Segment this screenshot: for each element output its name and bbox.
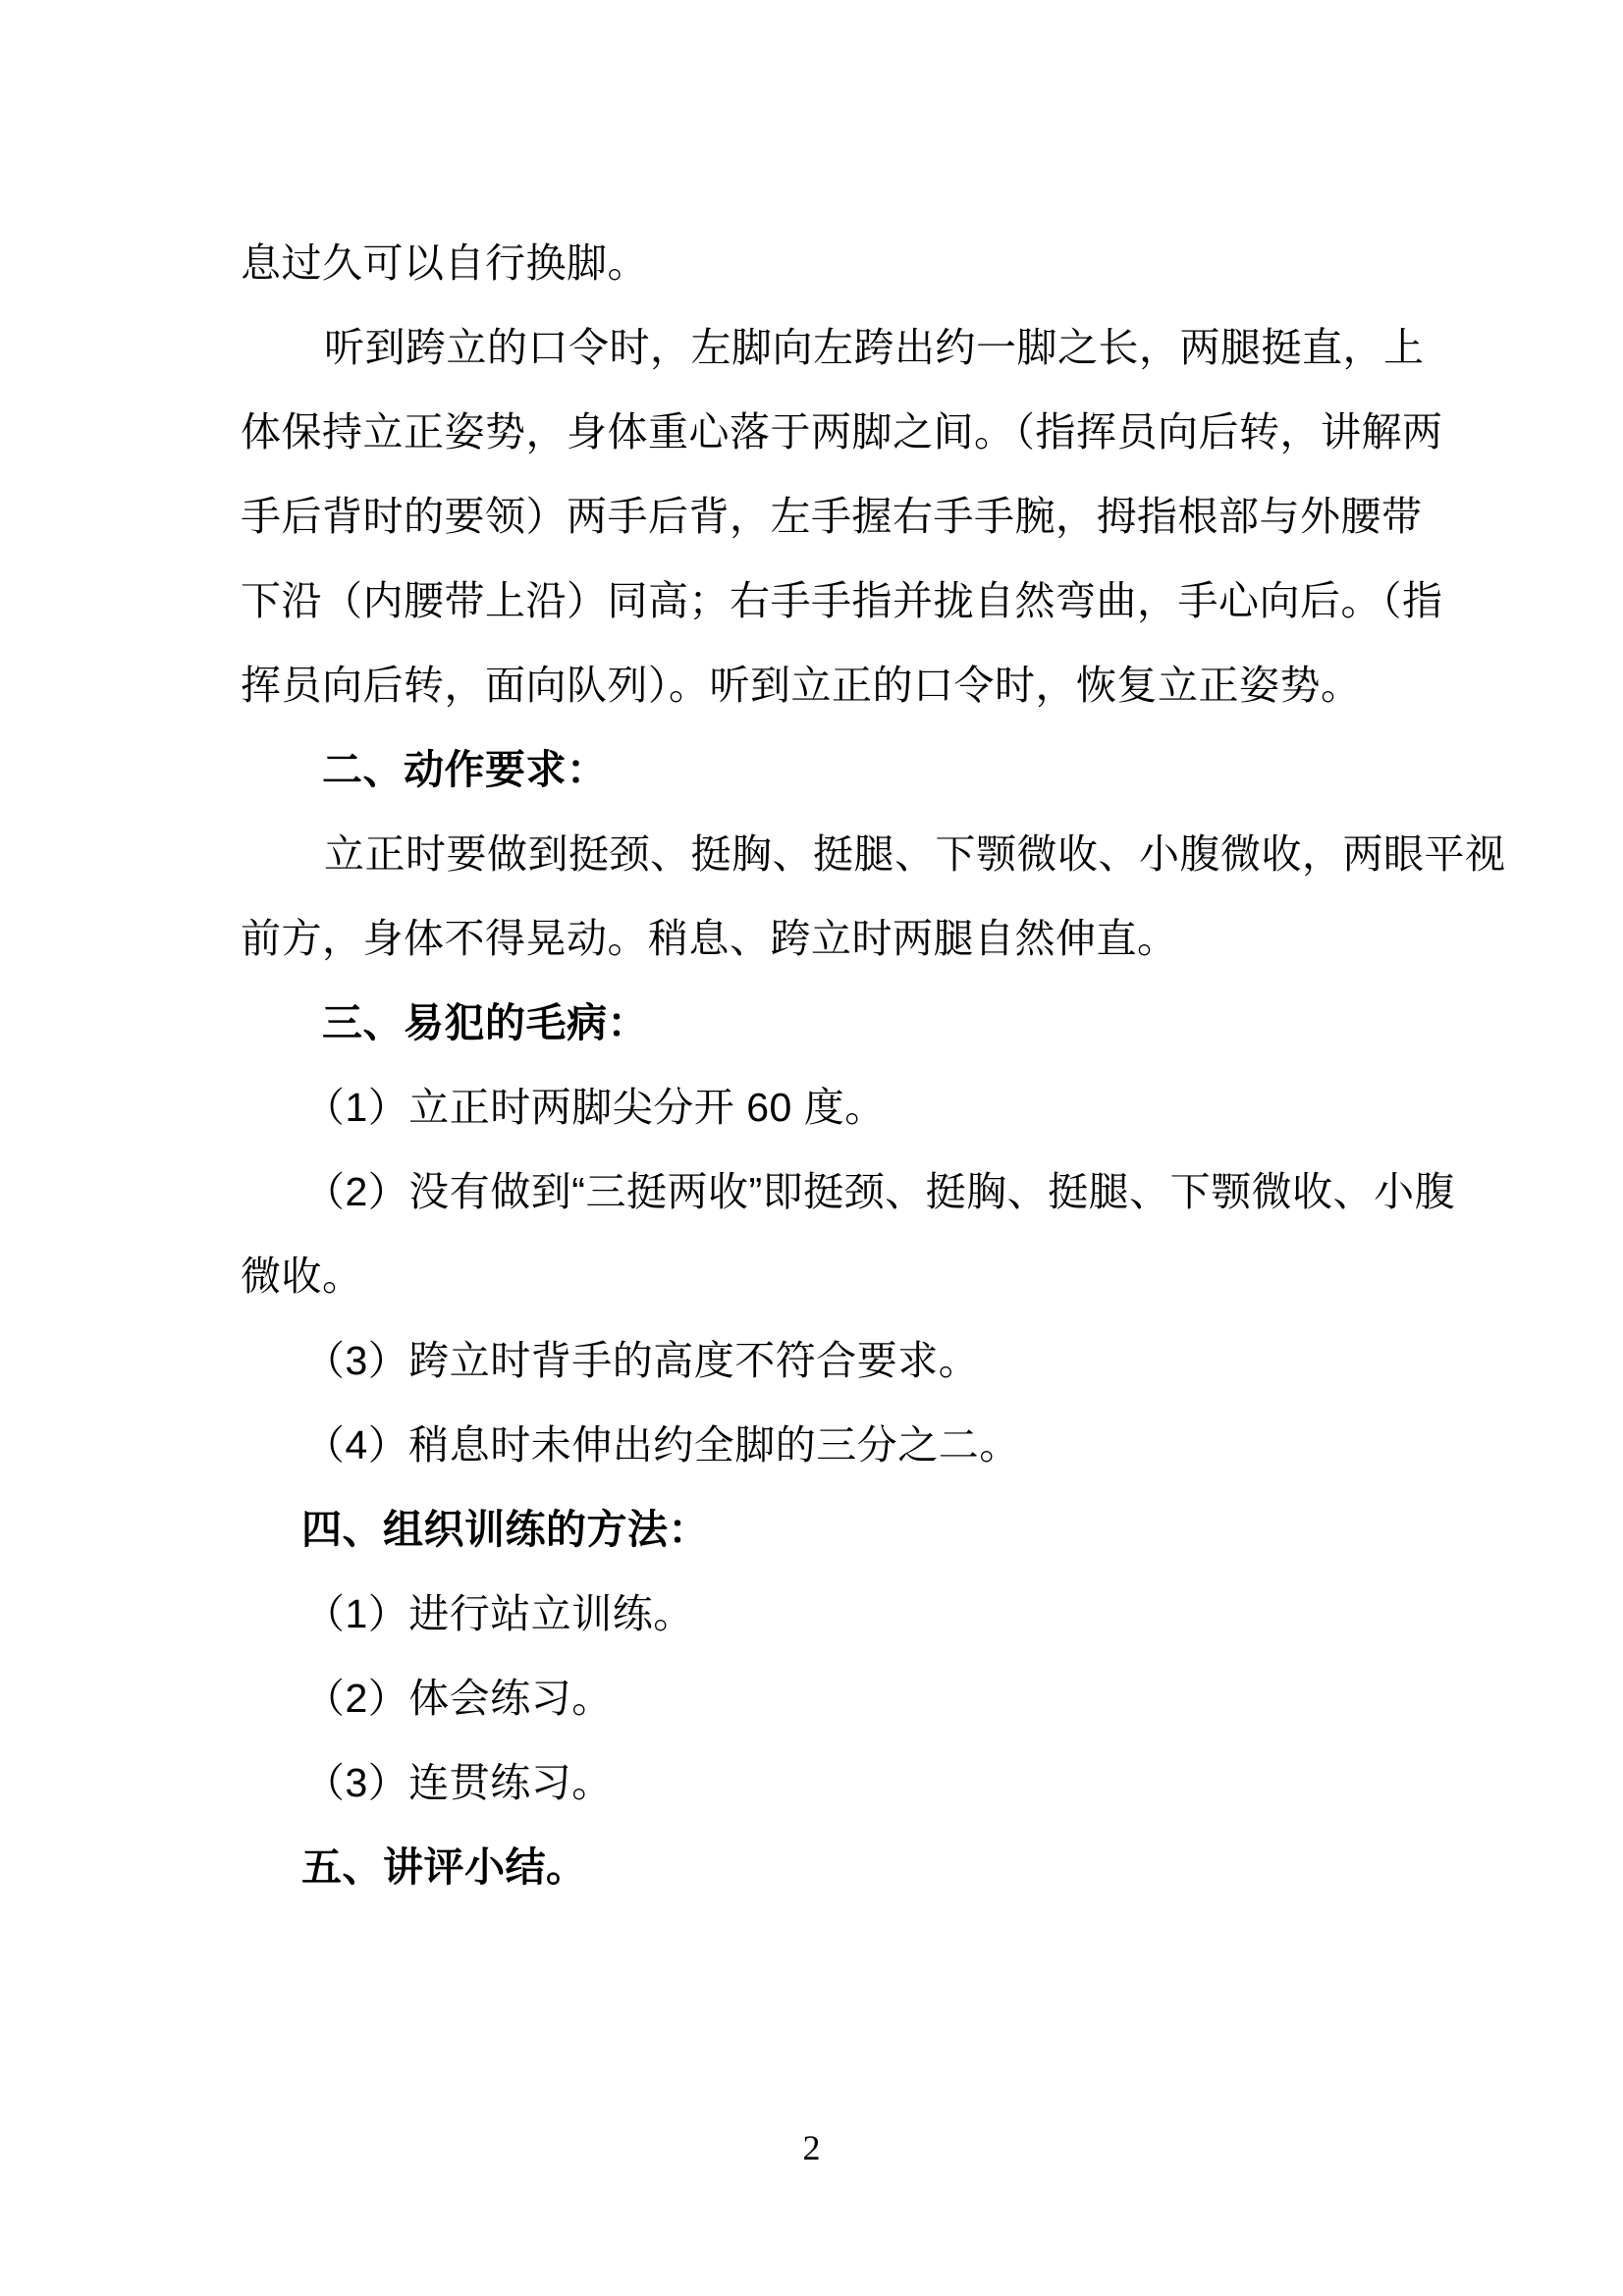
list-item-line: （3）连贯练习。 xyxy=(304,1760,613,1805)
list-item-line: （3）跨立时背手的高度不符合要求。 xyxy=(304,1338,980,1383)
paragraph-line: 立正时要做到挺颈、挺胸、挺腿、下颚微收、小腹微收，两眼平视 xyxy=(324,831,1506,877)
paragraph-line: 听到跨立的口令时，左脚向左跨出约一脚之长，两腿挺直，上 xyxy=(324,325,1425,370)
list-item-line: （2）没有做到“三挺两收”即挺颈、挺胸、挺腿、下颚微收、小腹 xyxy=(304,1169,1456,1214)
paragraph-line: 挥员向后转，面向队列）。听到立正的口令时，恢复立正姿势。 xyxy=(241,663,1362,708)
page-number: 2 xyxy=(802,2128,821,2167)
section-heading: 二、动作要求： xyxy=(322,747,608,792)
document-body xyxy=(241,221,1506,1909)
list-item-line: 微收。 xyxy=(241,1254,363,1299)
list-item-line: （1）进行站立训练。 xyxy=(304,1591,694,1636)
section-heading: 四、组织训练的方法： xyxy=(301,1507,709,1552)
paragraph-line: 前方，身体不得晃动。稍息、跨立时两腿自然伸直。 xyxy=(241,916,1178,961)
section-heading: 五、讲评小结。 xyxy=(301,1844,587,1890)
section-heading: 三、易犯的毛病： xyxy=(322,1000,648,1045)
list-item-line: （1）立正时两脚尖分开 60 度。 xyxy=(304,1085,886,1130)
paragraph-line: 体保持立正姿势，身体重心落于两脚之间。（指挥员向后转，讲解两 xyxy=(241,409,1443,454)
list-item-line: （2）体会练习。 xyxy=(304,1676,613,1721)
paragraph-line: 手后背时的要领）两手后背，左手握右手手腕，拇指根部与外腰带 xyxy=(241,494,1423,539)
paragraph-line: 下沿（内腰带上沿）同高；右手手指并拢自然弯曲，手心向后。（指 xyxy=(241,578,1443,623)
paragraph-line: 息过久可以自行换脚。 xyxy=(241,240,648,286)
list-item-line: （4）稍息时未伸出约全脚的三分之二。 xyxy=(304,1422,1020,1468)
